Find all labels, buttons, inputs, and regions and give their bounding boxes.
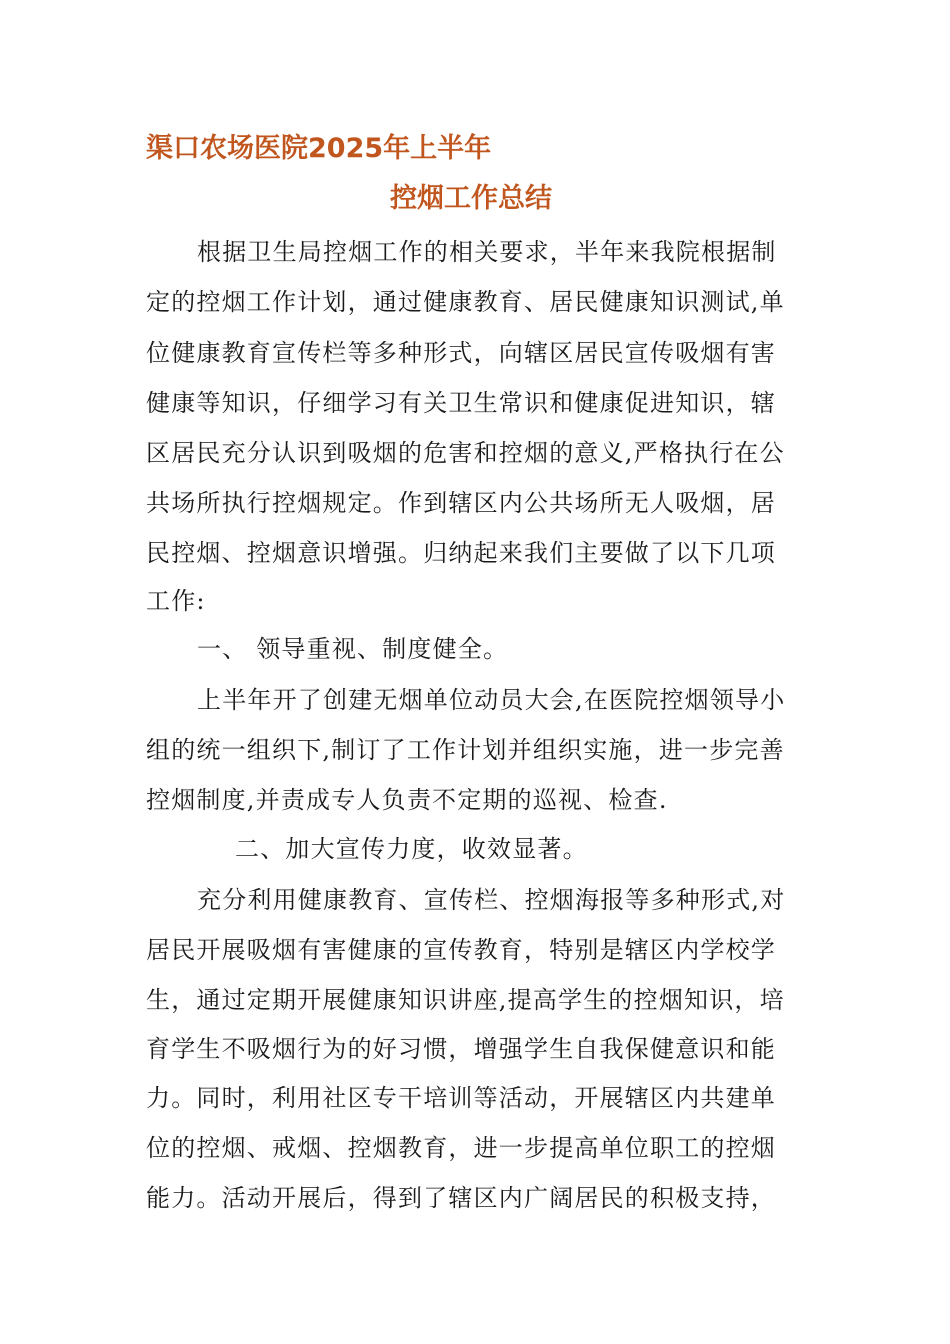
paragraph-line: 健康等知识，仔细学习有关卫生常识和健康促进知识，辖 — [146, 389, 776, 417]
paragraph-line: 居民开展吸烟有害健康的宣传教育，特别是辖区内学校学 — [146, 936, 776, 964]
paragraph-line: 共场所执行控烟规定。作到辖区内公共场所无人吸烟，居 — [146, 489, 776, 517]
paragraph-line: 充分利用健康教育、宣传栏、控烟海报等多种形式,对 — [197, 886, 786, 914]
paragraph-line: 根据卫生局控烟工作的相关要求，半年来我院根据制 — [197, 238, 777, 266]
paragraph-line: 生，通过定期开展健康知识讲座,提高学生的控烟知识，培 — [146, 986, 785, 1014]
paragraph-line: 民控烟、控烟意识增强。归纳起来我们主要做了以下几项 — [146, 539, 776, 567]
paragraph-line: 定的控烟工作计划，通过健康教育、居民健康知识测试,单 — [146, 288, 785, 316]
paragraph-line: 组的统一组织下,制订了工作计划并组织实施，进一步完善 — [146, 736, 785, 764]
paragraph-line: 工作: — [146, 587, 206, 615]
paragraph-line: 力。同时，利用社区专干培训等活动，开展辖区内共建单 — [146, 1084, 776, 1112]
section-heading-2: 二、加大宣传力度，收效显著。 — [235, 835, 588, 863]
document-title-line-2: 控烟工作总结 — [390, 183, 552, 214]
document-title-line-1: 渠口农场医院2025年上半年 — [146, 133, 492, 164]
paragraph-line: 区居民充分认识到吸烟的危害和控烟的意义,严格执行在公 — [146, 439, 785, 467]
section-heading-1: 一、 领导重视、制度健全。 — [197, 635, 509, 663]
paragraph-line: 控烟制度,并责成专人负责不定期的巡视、检查. — [146, 786, 668, 814]
paragraph-line: 位健康教育宣传栏等多种形式，向辖区居民宣传吸烟有害 — [146, 339, 776, 367]
paragraph-line: 育学生不吸烟行为的好习惯，增强学生自我保健意识和能 — [146, 1035, 776, 1063]
paragraph-line: 位的控烟、戒烟、控烟教育，进一步提高单位职工的控烟 — [146, 1134, 776, 1162]
paragraph-line: 上半年开了创建无烟单位动员大会,在医院控烟领导小 — [197, 686, 786, 714]
paragraph-line: 能力。活动开展后，得到了辖区内广阔居民的积极支持， — [146, 1184, 776, 1212]
